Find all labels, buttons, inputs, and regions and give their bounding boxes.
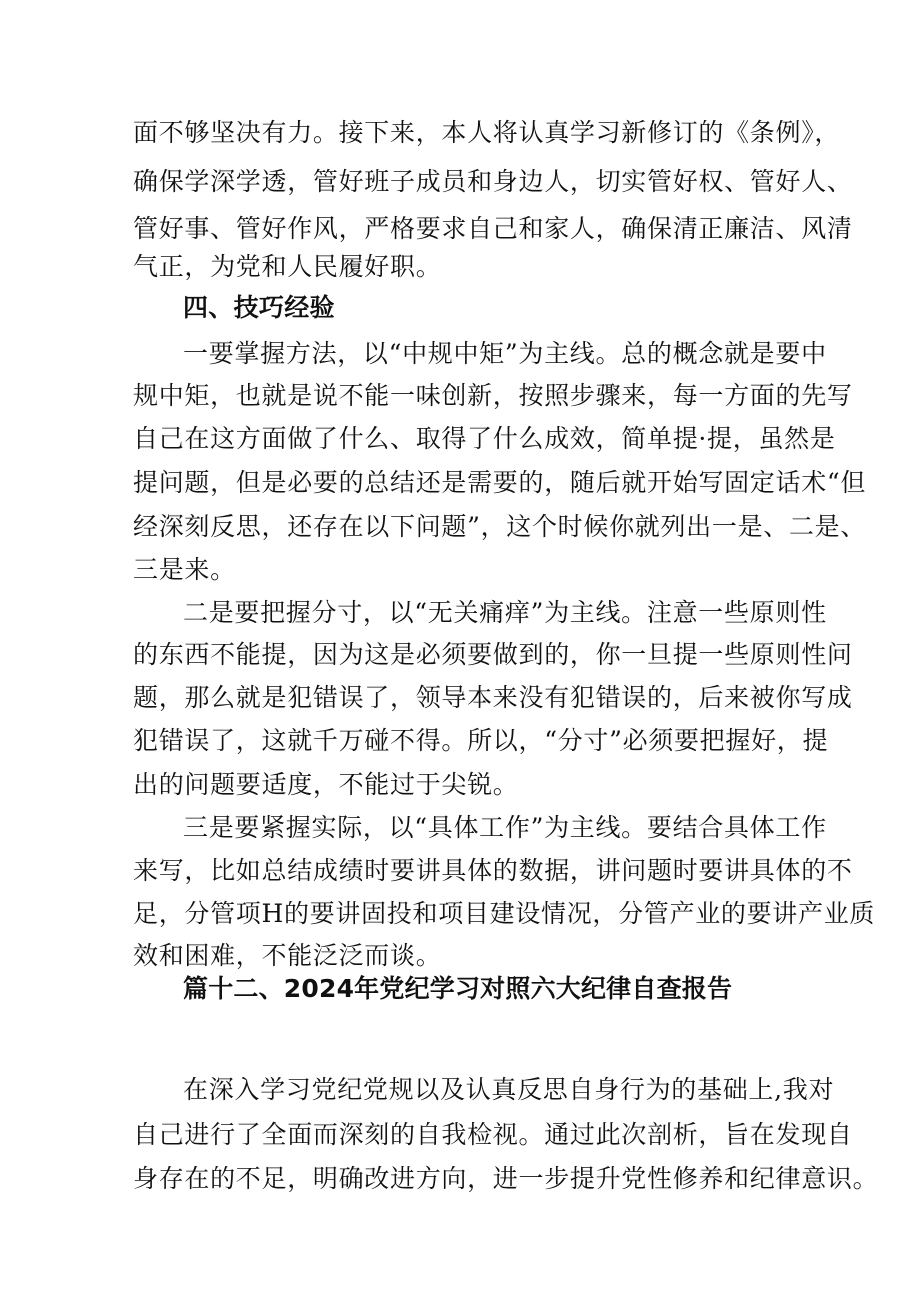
section-heading: 四、技巧经验 [183, 293, 335, 322]
paragraph-line: 出的问题要适度，不能过于尖锐。 [133, 770, 519, 799]
paragraph-line: 一要掌握方法，以“中规中矩”为主线。总的概念就是要中 [183, 339, 827, 368]
paragraph-line: 自己在这方面做了什么、取得了什么成效，简单提·提，虽然是 [133, 424, 836, 453]
paragraph-line: 在深入学习党纪党规以及认真反思自身行为的基础上,我对 [183, 1075, 835, 1104]
paragraph-line: 气正，为党和人民履好职。 [133, 252, 442, 281]
paragraph-line: 经深刻反思，还存在以下问题”，这个时候你就列出一是、二是、 [133, 512, 867, 541]
paragraph-line: 面不够坚决有力。接下来，本人将认真学习新修订的《条例》， [133, 118, 841, 147]
paragraph-line: 身存在的不足，明确改进方向，进一步提升党性修养和纪律意识。 [133, 1164, 879, 1193]
paragraph-line: 的东西不能提，因为这是必须要做到的，你一旦提一些原则性问 [133, 640, 853, 669]
paragraph-line: 来写，比如总结成绩时要讲具体的数据，讲问题时要讲具体的不 [133, 856, 853, 885]
paragraph-line: 题，那么就是犯错误了，领导本来没有犯错误的，后来被你写成 [133, 683, 853, 712]
paragraph-line: 三是来。 [133, 555, 236, 584]
paragraph-line: 规中矩，也就是说不能一味创新，按照步骤来，每一方面的先写 [133, 381, 853, 410]
paragraph-line: 自己进行了全面而深刻的自我检视。通过此次剖析，旨在发现自 [133, 1120, 853, 1149]
paragraph-line: 确保学深学透，管好班子成员和身边人，切实管好权、管好人、 [133, 167, 853, 196]
paragraph-line: 效和困难，不能泛泛而谈。 [133, 941, 442, 970]
paragraph-line: 足，分管项H的要讲固投和项目建设情况，分管产业的要讲产业质 [133, 899, 876, 928]
paragraph-line: 管好事、管好作风，严格要求自己和家人，确保清正廉洁、风清 [133, 214, 853, 243]
report-title: 篇十二、2024年党纪学习对照六大纪律自查报告 [183, 974, 733, 1003]
paragraph-line: 二是要把握分寸，以“无关痛痒”为主线。注意一些原则性 [183, 598, 827, 627]
paragraph-line: 提问题，但是必要的总结还是需要的，随后就开始写固定话术“但 [133, 468, 867, 497]
paragraph-line: 三是要紧握实际，以“具体工作”为主线。要结合具体工作 [183, 813, 827, 842]
paragraph-line: 犯错误了，这就千万碰不得。所以，“分寸”必须要把握好，提 [133, 726, 829, 755]
